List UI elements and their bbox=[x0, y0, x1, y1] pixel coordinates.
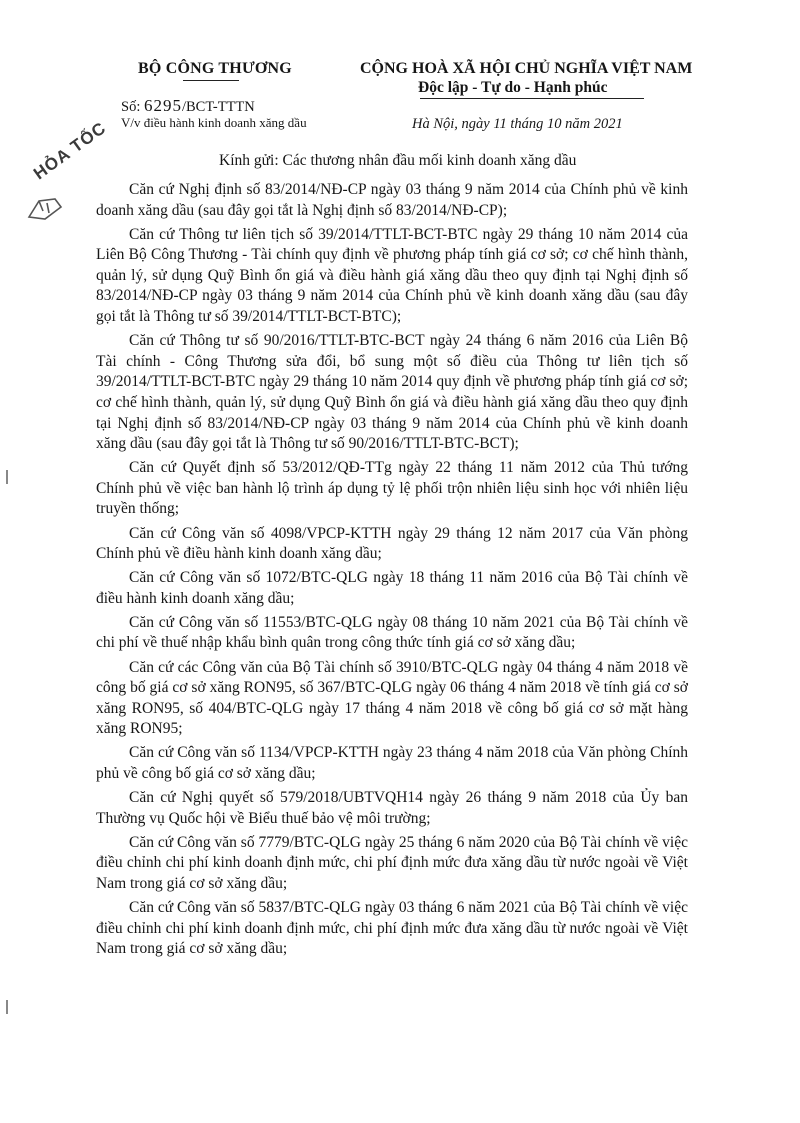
body-paragraph: Căn cứ Công văn số 5837/BTC-QLG ngày 03 tháng 6 năm 2021 của Bộ Tài chính về việc điều chỉnh chi phí kinh doanh định mức, chi phí định mức đưa xăng dầu từ nước ngoài về Việt Nam trong giá cơ sở xăng dầu; bbox=[96, 899, 688, 958]
body-paragraph: Căn cứ Công văn số 4098/VPCP-KTTH ngày 29 tháng 12 năm 2017 của Văn phòng Chính phủ về điều hành kinh doanh xăng dầu; bbox=[96, 524, 688, 563]
document-number bbox=[121, 96, 255, 116]
body-paragraph: Căn cứ Nghị định số 83/2014/NĐ-CP ngày 03 tháng 9 năm 2014 của Chính phủ về kinh doanh xăng dầu (sau đây gọi tắt là Nghị định số 83/2014/NĐ-CP); bbox=[96, 181, 688, 219]
issuing-ministry: BỘ CÔNG THƯƠNG bbox=[138, 60, 292, 77]
body-paragraph: Căn cứ Công văn số 1072/BTC-QLG ngày 18 tháng 11 năm 2016 của Bộ Tài chính về điều hành kinh doanh xăng dầu; bbox=[96, 569, 688, 607]
ministry-underline bbox=[183, 80, 239, 81]
body-paragraph: Căn cứ Thông tư liên tịch số 39/2014/TTLT-BCT-BTC ngày 29 tháng 10 năm 2014 của Liên Bộ Công Thương - Tài chính quy định về phương pháp tính giá cơ sở; cơ chế hình thành, quản lý, sử dụng Quỹ Bình ổn giá và điều hành giá xăng dầu theo quy định tại Nghị định số 83/2014/NĐ-CP ngày 03 tháng 9 năm 2014 của Chính phủ về kinh doanh xăng dầu (sau đây gọi tắt là Thông tư số 39/2014/TTLT-BCT-BTC); bbox=[96, 225, 688, 326]
place-and-date: Hà Nội, ngày 11 tháng 10 năm 2021 bbox=[412, 116, 623, 132]
scan-margin-mark bbox=[6, 1000, 8, 1014]
national-motto: Độc lập - Tự do - Hạnh phúc bbox=[418, 79, 608, 96]
document-number-suffix: /BCT-TTTN bbox=[181, 99, 255, 115]
stamp-mark-icon bbox=[25, 195, 65, 225]
body-paragraph: Căn cứ Nghị quyết số 579/2018/UBTVQH14 ngày 26 tháng 9 năm 2018 của Ủy ban Thường vụ Quốc hội về Biểu thuế bảo vệ môi trường; bbox=[96, 789, 688, 827]
document-subject: V/v điều hành kinh doanh xăng dầu bbox=[121, 115, 307, 130]
urgent-stamp: HỎA TỐC bbox=[30, 118, 110, 184]
scan-margin-mark bbox=[6, 470, 8, 484]
body-paragraph: Căn cứ Quyết định số 53/2012/QĐ-TTg ngày 22 tháng 11 năm 2012 của Thủ tướng Chính phủ về việc ban hành lộ trình áp dụng tỷ lệ phối trộn nhiên liệu sinh học với nhiên liệu truyền thống; bbox=[96, 459, 688, 518]
body-paragraph: Căn cứ Công văn số 11553/BTC-QLG ngày 08 tháng 10 năm 2021 của Bộ Tài chính về chi phí về thuế nhập khẩu bình quân trong công thức tính giá cơ sở xăng dầu; bbox=[96, 613, 688, 652]
body-paragraph: Căn cứ các Công văn của Bộ Tài chính số 3910/BTC-QLG ngày 04 tháng 4 năm 2018 về công bố giá cơ sở xăng RON95, số 367/BTC-QLG ngày 06 tháng 4 năm 2018 về tính giá cơ sở xăng RON95, số 404/BTC-QLG ngày 17 tháng 4 năm 2018 về công bố giá cơ sở mặt hàng xăng RON95; bbox=[96, 658, 688, 738]
document-number-prefix: Số: bbox=[121, 99, 141, 115]
recipient-line: Kính gửi: Các thương nhân đầu mối kinh doanh xăng dầu bbox=[219, 152, 577, 169]
document-body bbox=[96, 180, 688, 963]
body-paragraph: Căn cứ Công văn số 7779/BTC-QLG ngày 25 tháng 6 năm 2020 của Bộ Tài chính về việc điều chỉnh chi phí kinh doanh định mức, chi phí định mức đưa xăng dầu từ nước ngoài về Việt Nam trong giá cơ sở xăng dầu; bbox=[96, 833, 688, 892]
document-number-value: 6295 bbox=[143, 96, 182, 115]
body-paragraph: Căn cứ Thông tư số 90/2016/TTLT-BTC-BCT ngày 24 tháng 6 năm 2016 của Liên Bộ Tài chính - Công Thương sửa đổi, bổ sung một số điều của Thông tư liên tịch số 39/2014/TTLT-BCT-BTC ngày 29 tháng 10 năm 2014 quy định về phương pháp tính giá cơ sở; cơ chế hình thành, quản lý, sử dụng Quỹ Bình ổn giá và điều hành giá xăng dầu theo quy định tại Nghị định số 83/2014/NĐ-CP ngày 03 tháng 9 năm 2014 của Chính phủ về kinh doanh xăng dầu (sau đây gọi tắt là Thông tư số 90/2016/TTLT-BTC-BCT); bbox=[96, 332, 688, 453]
country-name: CỘNG HOÀ XÃ HỘI CHỦ NGHĨA VIỆT NAM bbox=[360, 60, 693, 77]
motto-underline bbox=[420, 98, 644, 99]
body-paragraph: Căn cứ Công văn số 1134/VPCP-KTTH ngày 23 tháng 4 năm 2018 của Văn phòng Chính phủ về công bố giá cơ sở xăng dầu; bbox=[96, 744, 688, 783]
